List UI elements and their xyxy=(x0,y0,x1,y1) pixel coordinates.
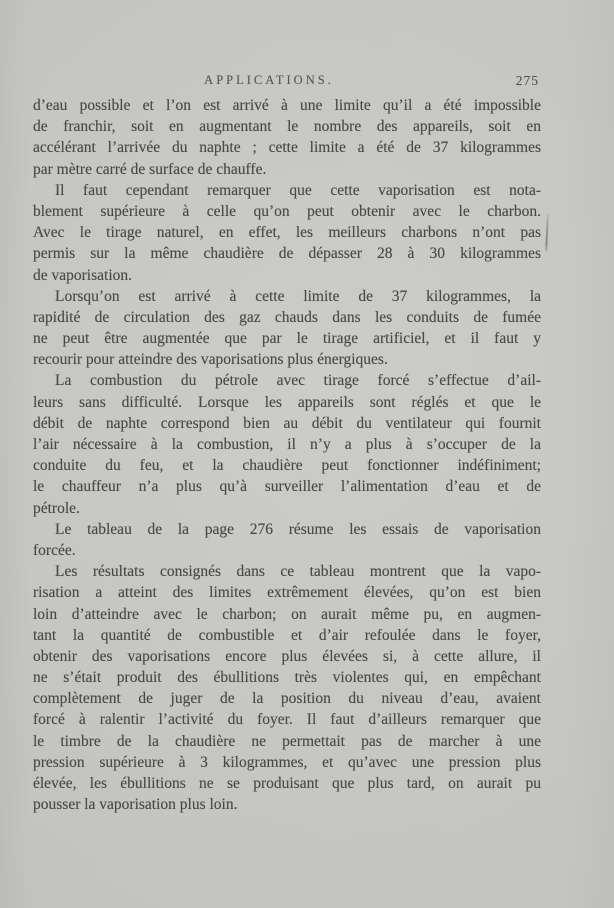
running-title: APPLICATIONS. xyxy=(204,73,334,87)
text-line: tant la quantité de combustible et d’air refoulée dans le foyer, xyxy=(33,626,541,644)
text-line: leurs sans difficulté. Lorsque les appareils sont réglés et que le xyxy=(33,393,541,411)
paragraph xyxy=(33,370,541,518)
text-line: de vaporisation. xyxy=(33,266,133,284)
text-line: pression supérieure à 3 kilogrammes, et qu’avec une pression plus xyxy=(33,753,541,771)
text-line: accélérant l’arrivée du naphte ; cette limite a été de 37 kilogrammes xyxy=(33,139,541,157)
text-line: La combustion du pétrole avec tirage forcé s’effectue d’ail- xyxy=(55,372,541,390)
text-column xyxy=(33,95,541,815)
text-line: risation a atteint des limites extrêmement élevées, qu’on est bien xyxy=(33,584,541,602)
text-line: pétrole. xyxy=(33,499,80,517)
text-line: loin d’atteindre avec le charbon; on aurait même pu, en augmen- xyxy=(33,605,541,623)
text-line: pousser la vaporisation plus loin. xyxy=(33,796,238,814)
text-line: débit de naphte correspond bien au débit du ventilateur qui fournit xyxy=(33,414,541,432)
text-line: ne s’était produit des ébullitions très violentes qui, en empêchant xyxy=(33,669,541,687)
text-line: le timbre de la chaudière ne permettait pas de marcher à une xyxy=(33,732,541,750)
text-line: permis sur la même chaudière de dépasser 28 à 30 kilogrammes xyxy=(33,245,541,263)
text-line: forcée. xyxy=(33,541,76,559)
text-line: élevée, les ébullitions ne se produisant que plus tard, on aurait pu xyxy=(33,775,541,792)
text-line: Les résultats consignés dans ce tableau montrent que la vapo- xyxy=(55,563,541,581)
stray-pen-mark xyxy=(545,213,548,252)
paragraph xyxy=(33,95,541,180)
text-line: le chauffeur n’a plus qu’à surveiller l’alimentation d’eau et de xyxy=(33,478,541,496)
text-line: par mètre carré de surface de chauffe. xyxy=(33,160,267,178)
text-line: blement supérieure à celle qu’on peut obtenir avec le charbon. xyxy=(33,202,541,220)
text-line: rapidité de circulation des gaz chauds dans les conduits de fumée xyxy=(33,308,541,326)
paragraph xyxy=(33,286,541,371)
page-header xyxy=(33,73,541,91)
text-line: recourir pour atteindre des vaporisations plus énergiques. xyxy=(33,351,388,369)
text-line: d’eau possible et l’on est arrivé à une limite qu’il a été impossible xyxy=(33,97,541,114)
text-line: Il faut cependant remarquer que cette vaporisation est nota- xyxy=(55,181,541,199)
text-line: ne peut être augmentée que par le tirage artificiel, et il faut y xyxy=(33,330,541,348)
text-line: Lorsqu’on est arrivé à cette limite de 37 kilogrammes, la xyxy=(55,287,541,305)
text-line: Avec le tirage naturel, en effet, les meilleurs charbons n’ont pas xyxy=(33,224,541,242)
paragraph xyxy=(33,561,541,815)
text-line: l’air nécessaire à la combustion, il n’y a plus à s’occuper de la xyxy=(33,436,541,453)
text-line: forcé à ralentir l’activité du foyer. Il faut d’ailleurs remarquer que xyxy=(33,711,541,729)
text-line: conduite du feu, et la chaudière peut fonctionner indéfiniment; xyxy=(33,457,541,475)
text-line: obtenir des vaporisations encore plus élevées si, à cette allure, il xyxy=(33,647,541,665)
page-number: 275 xyxy=(515,73,539,88)
paragraph xyxy=(33,519,541,561)
paragraph xyxy=(33,180,541,286)
text-line: Le tableau de la page 276 résume les essais de vaporisation xyxy=(55,520,541,538)
text-line: de franchir, soit en augmentant le nombre des appareils, soit en xyxy=(33,118,541,136)
text-line: complètement de juger de la position du niveau d’eau, avaient xyxy=(33,690,541,708)
